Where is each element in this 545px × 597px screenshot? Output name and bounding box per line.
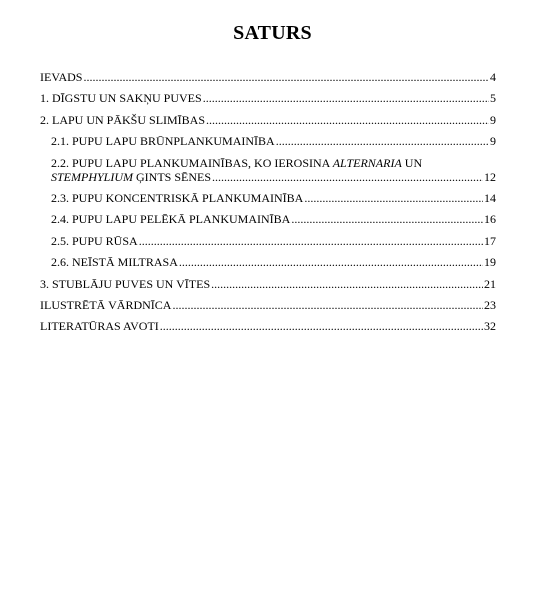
toc-leader-dots <box>83 70 489 84</box>
toc-entry-2-5[interactable] <box>40 234 496 248</box>
toc-entry-label-text: ĢINTS SĒNES <box>133 169 212 184</box>
toc-page-number: 4 <box>490 70 496 84</box>
toc-entry-label: 2.5. PUPU RŪSA <box>51 233 138 248</box>
toc-entry-2-4[interactable] <box>40 212 496 226</box>
toc-page-number: 9 <box>490 112 496 127</box>
toc-entry-1[interactable] <box>40 91 496 105</box>
toc-entry-label: 2.6. NEĪSTĀ MILTRASA <box>51 255 178 270</box>
toc-page-number: 32 <box>484 319 496 334</box>
toc-entry-label-italic: STEMPHYLIUM <box>51 169 134 184</box>
toc-entry-label: LITERATŪRAS AVOTI <box>40 319 159 334</box>
toc-leader-dots <box>206 113 489 127</box>
toc-leader-dots <box>212 170 483 184</box>
toc-page-number: 21 <box>484 276 496 291</box>
toc-entry-label: 1. DĪGSTU UN SAKŅU PUVES <box>40 91 202 106</box>
toc-leader-dots <box>276 134 489 148</box>
toc-leader-dots <box>139 234 483 248</box>
toc-entry-label: 2.3. PUPU KONCENTRISKĀ PLANKUMAINĪBA <box>51 190 304 205</box>
table-of-contents <box>40 70 496 341</box>
toc-entry-label: 2.1. PUPU LAPU BRŪNPLANKUMAINĪBA <box>51 134 275 149</box>
toc-leader-dots <box>304 191 483 205</box>
toc-entry-label-text: UN <box>401 155 423 170</box>
toc-entry-literature[interactable] <box>40 319 496 333</box>
toc-entry-label-line2 <box>51 170 496 184</box>
toc-entry-2-2[interactable] <box>40 156 496 184</box>
page-title: SATURS <box>233 22 312 44</box>
toc-entry-label-italic: ALTERNARIA <box>332 155 402 170</box>
toc-entry-2-3[interactable] <box>40 191 496 205</box>
toc-entry-label-text: 2.2. PUPU LAPU PLANKUMAINĪBAS, KO IEROSINA <box>51 155 333 170</box>
toc-page-number: 9 <box>490 134 496 149</box>
toc-page-number: 19 <box>484 255 496 270</box>
toc-entry-label-line1 <box>51 156 496 170</box>
toc-leader-dots <box>172 298 483 312</box>
toc-page-number: 16 <box>484 212 496 227</box>
toc-page-number: 5 <box>490 91 496 106</box>
toc-page-number: 23 <box>484 297 496 312</box>
toc-leader-dots <box>203 91 489 105</box>
toc-entry-label: 2. LAPU UN PĀKŠU SLIMĪBAS <box>40 112 206 127</box>
toc-leader-dots <box>291 212 483 226</box>
toc-entry-label <box>51 170 211 184</box>
toc-entry-label: IEVADS <box>40 70 83 84</box>
toc-leader-dots <box>160 319 483 333</box>
toc-entry-label: 3. STUBLĀJU PUVES UN VĪTES <box>40 276 211 291</box>
toc-entry-2[interactable] <box>40 113 496 127</box>
toc-entry-ievads[interactable] <box>40 70 496 84</box>
toc-leader-dots <box>211 277 483 291</box>
toc-entry-label: 2.4. PUPU LAPU PELĒKĀ PLANKUMAINĪBA <box>51 212 291 227</box>
toc-entry-2-1[interactable] <box>40 134 496 148</box>
toc-page-number: 17 <box>484 233 496 248</box>
toc-page-number: 12 <box>484 169 496 184</box>
toc-entry-label: ILUSTRĒTĀ VĀRDNĪCA <box>40 297 172 312</box>
toc-leader-dots <box>179 255 483 269</box>
toc-entry-2-6[interactable] <box>40 255 496 269</box>
toc-entry-3[interactable] <box>40 277 496 291</box>
toc-page-number: 14 <box>484 190 496 205</box>
toc-entry-illustrated-glossary[interactable] <box>40 298 496 312</box>
